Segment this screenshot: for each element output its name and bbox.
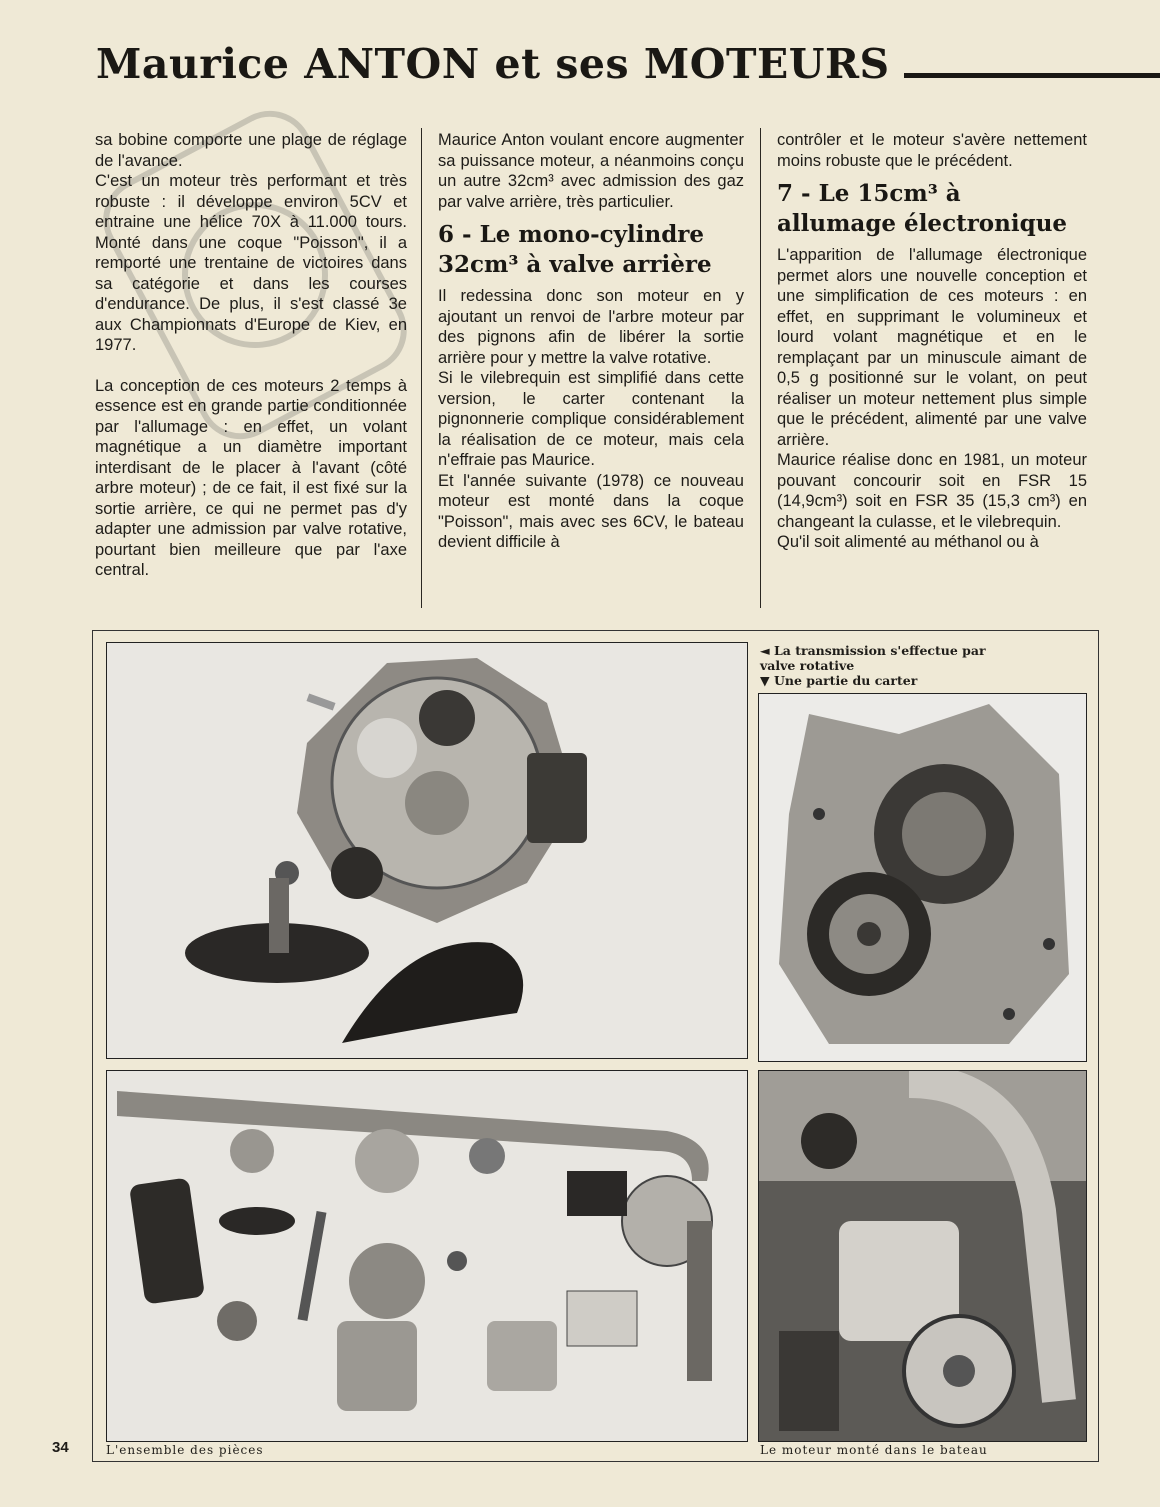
text-column-2: [438, 130, 744, 553]
title-rule: [904, 73, 1160, 78]
col2-paragraph-4: Et l'année suivante (1978) ce nouveau moteur est monté dans la coque "Poisson", mais avec ses 6CV, le bateau devient difficile à: [438, 471, 744, 551]
col3-paragraph-2: L'apparition de l'allumage électronique permet alors une nouvelle conception et une simplification de ces moteurs : en effet, en supprimant le volumineux et lourd volant magnétique et en le remplaçant par un minuscule aimant de 0,5 g positionné sur le volant, on peut réaliser un moteur nettement plus simple que le précédent, alimenté par une valve arrière.: [777, 246, 1087, 449]
photo-all-parts: [106, 1070, 748, 1442]
caption-bottom-left: L'ensemble des pièces: [106, 1443, 264, 1457]
col3-paragraph-3: Maurice réalise donc en 1981, un moteur pouvant concourir soit en FSR 15 (14,9cm³) soit en FSR 35 (15,3 cm³) en changeant la culasse, et le vilebrequin.: [777, 451, 1087, 531]
caption-bottom-right: Le moteur monté dans le bateau: [760, 1443, 988, 1457]
photo-engine-in-boat: [758, 1070, 1087, 1442]
col2-paragraph-2: Il redessina donc son moteur en y ajoutant un renvoi de l'arbre moteur par des pignons afin de libérer la sortie arrière pour y mettre la valve rotative.: [438, 287, 744, 367]
column-divider-2: [760, 128, 761, 608]
caption-top-line-1: ◄ La transmission s'effectue par valve rotative: [760, 643, 986, 673]
col3-paragraph-4: Qu'il soit alimenté au méthanol ou à: [777, 533, 1039, 551]
page-number: 34: [52, 1439, 69, 1456]
col2-paragraph-3: Si le vilebrequin est simplifié dans cette version, le carter contenant la pignonnerie complique considérablement la réalisation de ce moteur, mais cela n'effraie pas Maurice.: [438, 369, 744, 469]
text-column-3: [777, 130, 1087, 553]
col3-paragraph-1: contrôler et le moteur s'avère nettement moins robuste que le précédent.: [777, 131, 1087, 170]
col1-paragraph-2: C'est un moteur très performant et très robuste : il développe environ 5CV et entraine une hélice 70X à 11.000 tours. Monté dans une coque "Poisson", il a remporté une trentaine de victoires dans sa catégorie et dans les courses d'endurance. De plus, il s'est classé 3e aux Championnats d'Europe de Kiev, en 1977.: [95, 172, 407, 354]
photo-engine-head: [106, 642, 748, 1059]
section-heading-6: 6 - Le mono-cylindre 32cm³ à valve arrière: [438, 221, 712, 278]
caption-top-line-2: ▼ Une partie du carter: [760, 673, 918, 688]
page-title: Maurice ANTON et ses MOTEURS: [96, 40, 890, 88]
col1-paragraph-1: sa bobine comporte une plage de réglage de l'avance.: [95, 131, 407, 170]
col1-paragraph-3: La conception de ces moteurs 2 temps à essence est en grande partie conditionnée par l'allumage : en effet, un volant magnétique a un diamètre important interdisant de le placer à l'avant (côté arbre moteur) ; de ce fait, il est fixé sur la sortie arrière, ce qui ne permet pas d'y adapter une admission par valve rotative, pourtant bien meilleure que par l'axe central.: [95, 376, 407, 579]
col2-paragraph-1: Maurice Anton voulant encore augmenter sa puissance moteur, a néanmoins conçu un autre 32cm³ avec admission des gaz par valve arrière, très particulier.: [438, 131, 744, 211]
text-column-1: [95, 130, 407, 581]
caption-top: [760, 643, 1010, 688]
section-heading-7: 7 - Le 15cm³ à allumage électronique: [777, 180, 1068, 237]
photo-carter: [758, 693, 1087, 1062]
column-divider-1: [421, 128, 422, 608]
